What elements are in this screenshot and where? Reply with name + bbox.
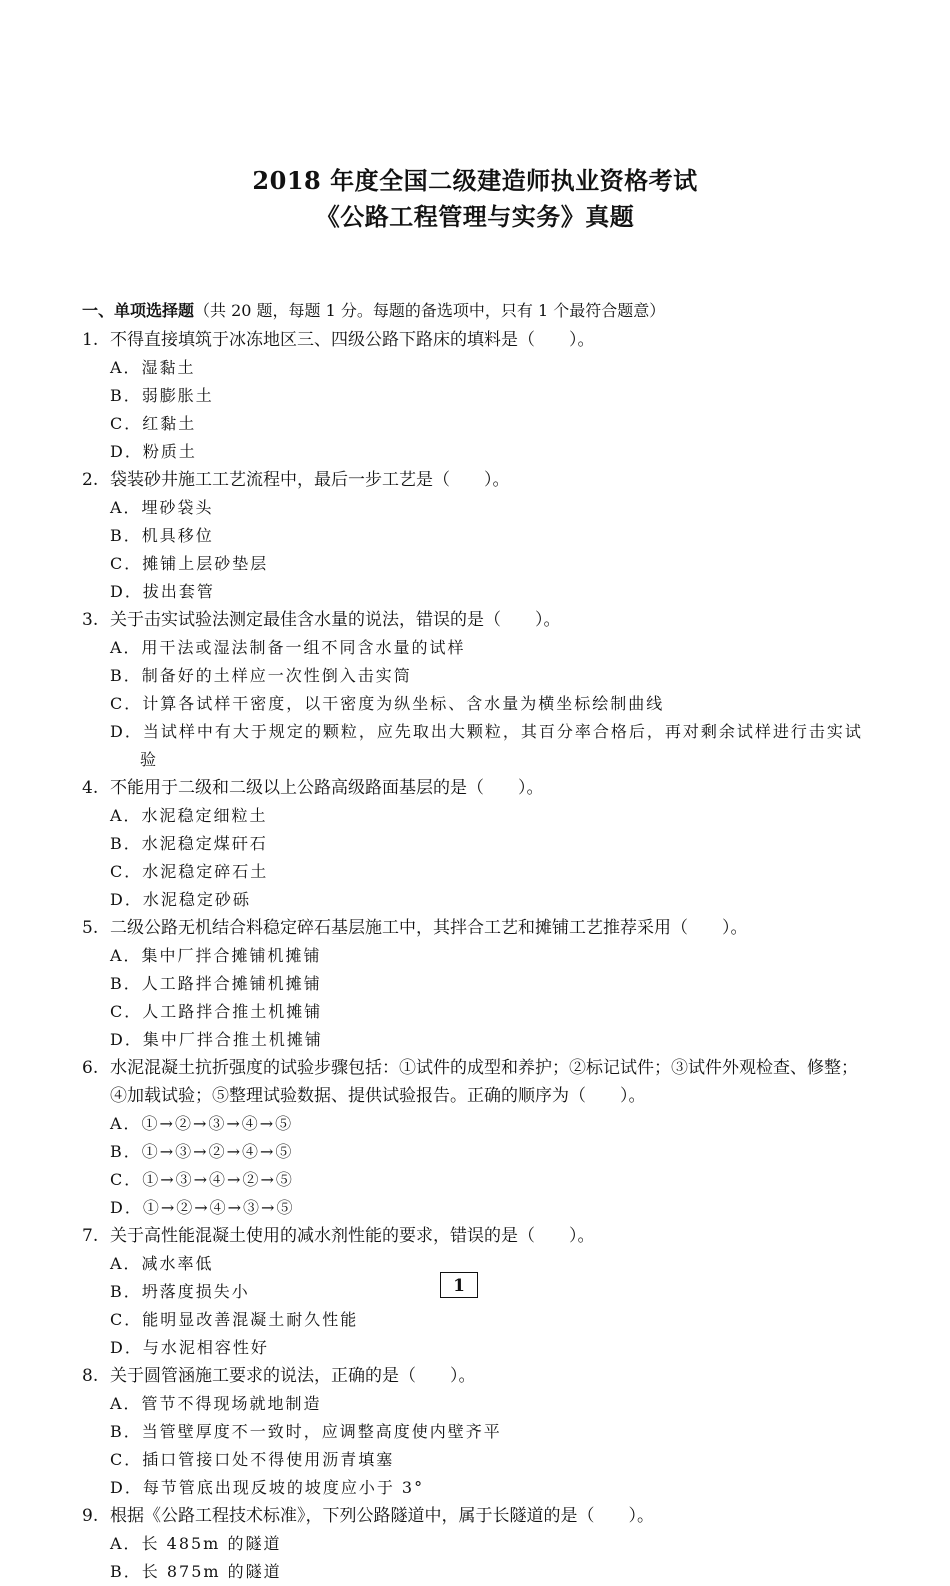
answer-option: B．机具移位 — [110, 526, 214, 545]
answer-option: B．水泥稳定煤矸石 — [110, 834, 268, 853]
question-number: 5. — [82, 918, 99, 938]
answer-option: B．坍落度损失小 — [110, 1282, 250, 1301]
option-list — [82, 494, 872, 606]
question-list — [82, 326, 872, 1586]
answer-option: D．每节管底出现反坡的坡度应小于 3° — [110, 1478, 425, 1497]
answer-option: A．①→②→③→④→⑤ — [110, 1114, 294, 1133]
option-list — [82, 1250, 872, 1362]
answer-option: C．摊铺上层砂垫层 — [110, 554, 269, 573]
answer-option: C．人工路拌合推土机摊铺 — [110, 1002, 323, 1021]
answer-option: D．当试样中有大于规定的颗粒，应先取出大颗粒，其百分率合格后，再对剩余试样进行击实试验 — [110, 722, 863, 769]
section-heading: 一、单项选择题 — [82, 301, 195, 320]
question-text: 关于高性能混凝土使用的减水剂性能的要求，错误的是（ ）。 — [110, 1226, 595, 1246]
question-text: 根据《公路工程技术标准》，下列公路隧道中，属于长隧道的是（ ）。 — [110, 1506, 654, 1526]
answer-option: B．弱膨胀土 — [110, 386, 214, 405]
answer-option: A．用干法或湿法制备一组不同含水量的试样 — [110, 638, 466, 657]
answer-option: A．水泥稳定细粒土 — [110, 806, 268, 825]
title-line-1: 2018 年度全国二级建造师执业资格考试 — [252, 166, 698, 195]
option-list — [82, 634, 872, 774]
answer-option: C．①→③→④→②→⑤ — [110, 1170, 294, 1189]
question-stem — [82, 774, 872, 802]
question-stem — [82, 914, 872, 942]
page-number: 1 — [440, 1272, 478, 1298]
answer-option: D．集中厂拌合推土机摊铺 — [110, 1030, 323, 1049]
title-line-2: 《公路工程管理与实务》真题 — [315, 202, 635, 231]
option-list — [82, 1530, 872, 1586]
question-text: 关于圆管涵施工要求的说法，正确的是（ ）。 — [110, 1366, 476, 1386]
section-header — [82, 298, 872, 324]
question-stem — [82, 1362, 872, 1390]
question-text: 二级公路无机结合料稳定碎石基层施工中，其拌合工艺和摊铺工艺推荐采用（ ）。 — [110, 918, 748, 938]
question-stem — [82, 466, 872, 494]
answer-option: D．与水泥相容性好 — [110, 1338, 269, 1357]
answer-option: A．湿黏土 — [110, 358, 196, 377]
answer-option: A．集中厂拌合摊铺机摊铺 — [110, 946, 322, 965]
answer-option: B．人工路拌合摊铺机摊铺 — [110, 974, 322, 993]
question-number: 6. — [82, 1058, 99, 1078]
answer-option: C．红黏土 — [110, 414, 197, 433]
question-stem — [82, 606, 872, 634]
option-list — [82, 354, 872, 466]
option-list — [82, 1110, 872, 1222]
question-stem — [82, 1502, 872, 1530]
question-item — [82, 1362, 872, 1502]
question-number: 4. — [82, 778, 99, 798]
question-text: 水泥混凝土抗折强度的试验步骤包括：①试件的成型和养护；②标记试件；③试件外观检查、修整；④加载试验；⑤整理试验数据、提供试验报告。正确的顺序为（ ）。 — [110, 1058, 858, 1106]
answer-option: B．长 875m 的隧道 — [110, 1562, 282, 1581]
question-stem — [82, 1054, 872, 1110]
option-list — [82, 942, 872, 1054]
question-text: 不能用于二级和二级以上公路高级路面基层的是（ ）。 — [110, 778, 544, 798]
question-stem — [82, 326, 872, 354]
answer-option: B．当管壁厚度不一致时，应调整高度使内壁齐平 — [110, 1422, 502, 1441]
question-number: 9. — [82, 1506, 99, 1526]
question-number: 2. — [82, 470, 99, 490]
answer-option: A．长 485m 的隧道 — [110, 1534, 282, 1553]
answer-option: C．计算各试样干密度，以干密度为纵坐标、含水量为横坐标绘制曲线 — [110, 694, 665, 713]
question-text: 不得直接填筑于冰冻地区三、四级公路下路床的填料是（ ）。 — [110, 330, 595, 350]
option-list — [82, 1390, 872, 1502]
option-list — [82, 802, 872, 914]
answer-option: C．水泥稳定碎石土 — [110, 862, 269, 881]
answer-option: D．①→②→④→③→⑤ — [110, 1198, 295, 1217]
answer-option: B．①→③→②→④→⑤ — [110, 1142, 294, 1161]
answer-option: A．埋砂袋头 — [110, 498, 214, 517]
question-number: 1. — [82, 330, 99, 350]
question-item — [82, 1502, 872, 1586]
question-number: 7. — [82, 1226, 99, 1246]
question-stem — [82, 1222, 872, 1250]
answer-option: B．制备好的土样应一次性倒入击实筒 — [110, 666, 412, 685]
answer-option: D．粉质土 — [110, 442, 197, 461]
answer-option: C．能明显改善混凝土耐久性能 — [110, 1310, 359, 1329]
answer-option: D．水泥稳定砂砾 — [110, 890, 251, 909]
question-item — [82, 606, 872, 774]
question-item — [82, 1054, 872, 1222]
question-text: 关于击实试验法测定最佳含水量的说法，错误的是（ ）。 — [110, 610, 561, 630]
answer-option: D．拔出套管 — [110, 582, 215, 601]
section-note: （共 20 题，每题 1 分。每题的备选项中，只有 1 个最符合题意） — [194, 301, 666, 320]
question-text: 袋装砂井施工工艺流程中，最后一步工艺是（ ）。 — [110, 470, 510, 490]
question-item — [82, 326, 872, 466]
question-number: 8. — [82, 1366, 99, 1386]
question-number: 3. — [82, 610, 99, 630]
answer-option: C．插口管接口处不得使用沥青填塞 — [110, 1450, 395, 1469]
answer-option: A．减水率低 — [110, 1254, 214, 1273]
question-item — [82, 914, 872, 1054]
question-item — [82, 466, 872, 606]
question-item — [82, 774, 872, 914]
answer-option: A．管节不得现场就地制造 — [110, 1394, 322, 1413]
document-title — [0, 163, 950, 235]
